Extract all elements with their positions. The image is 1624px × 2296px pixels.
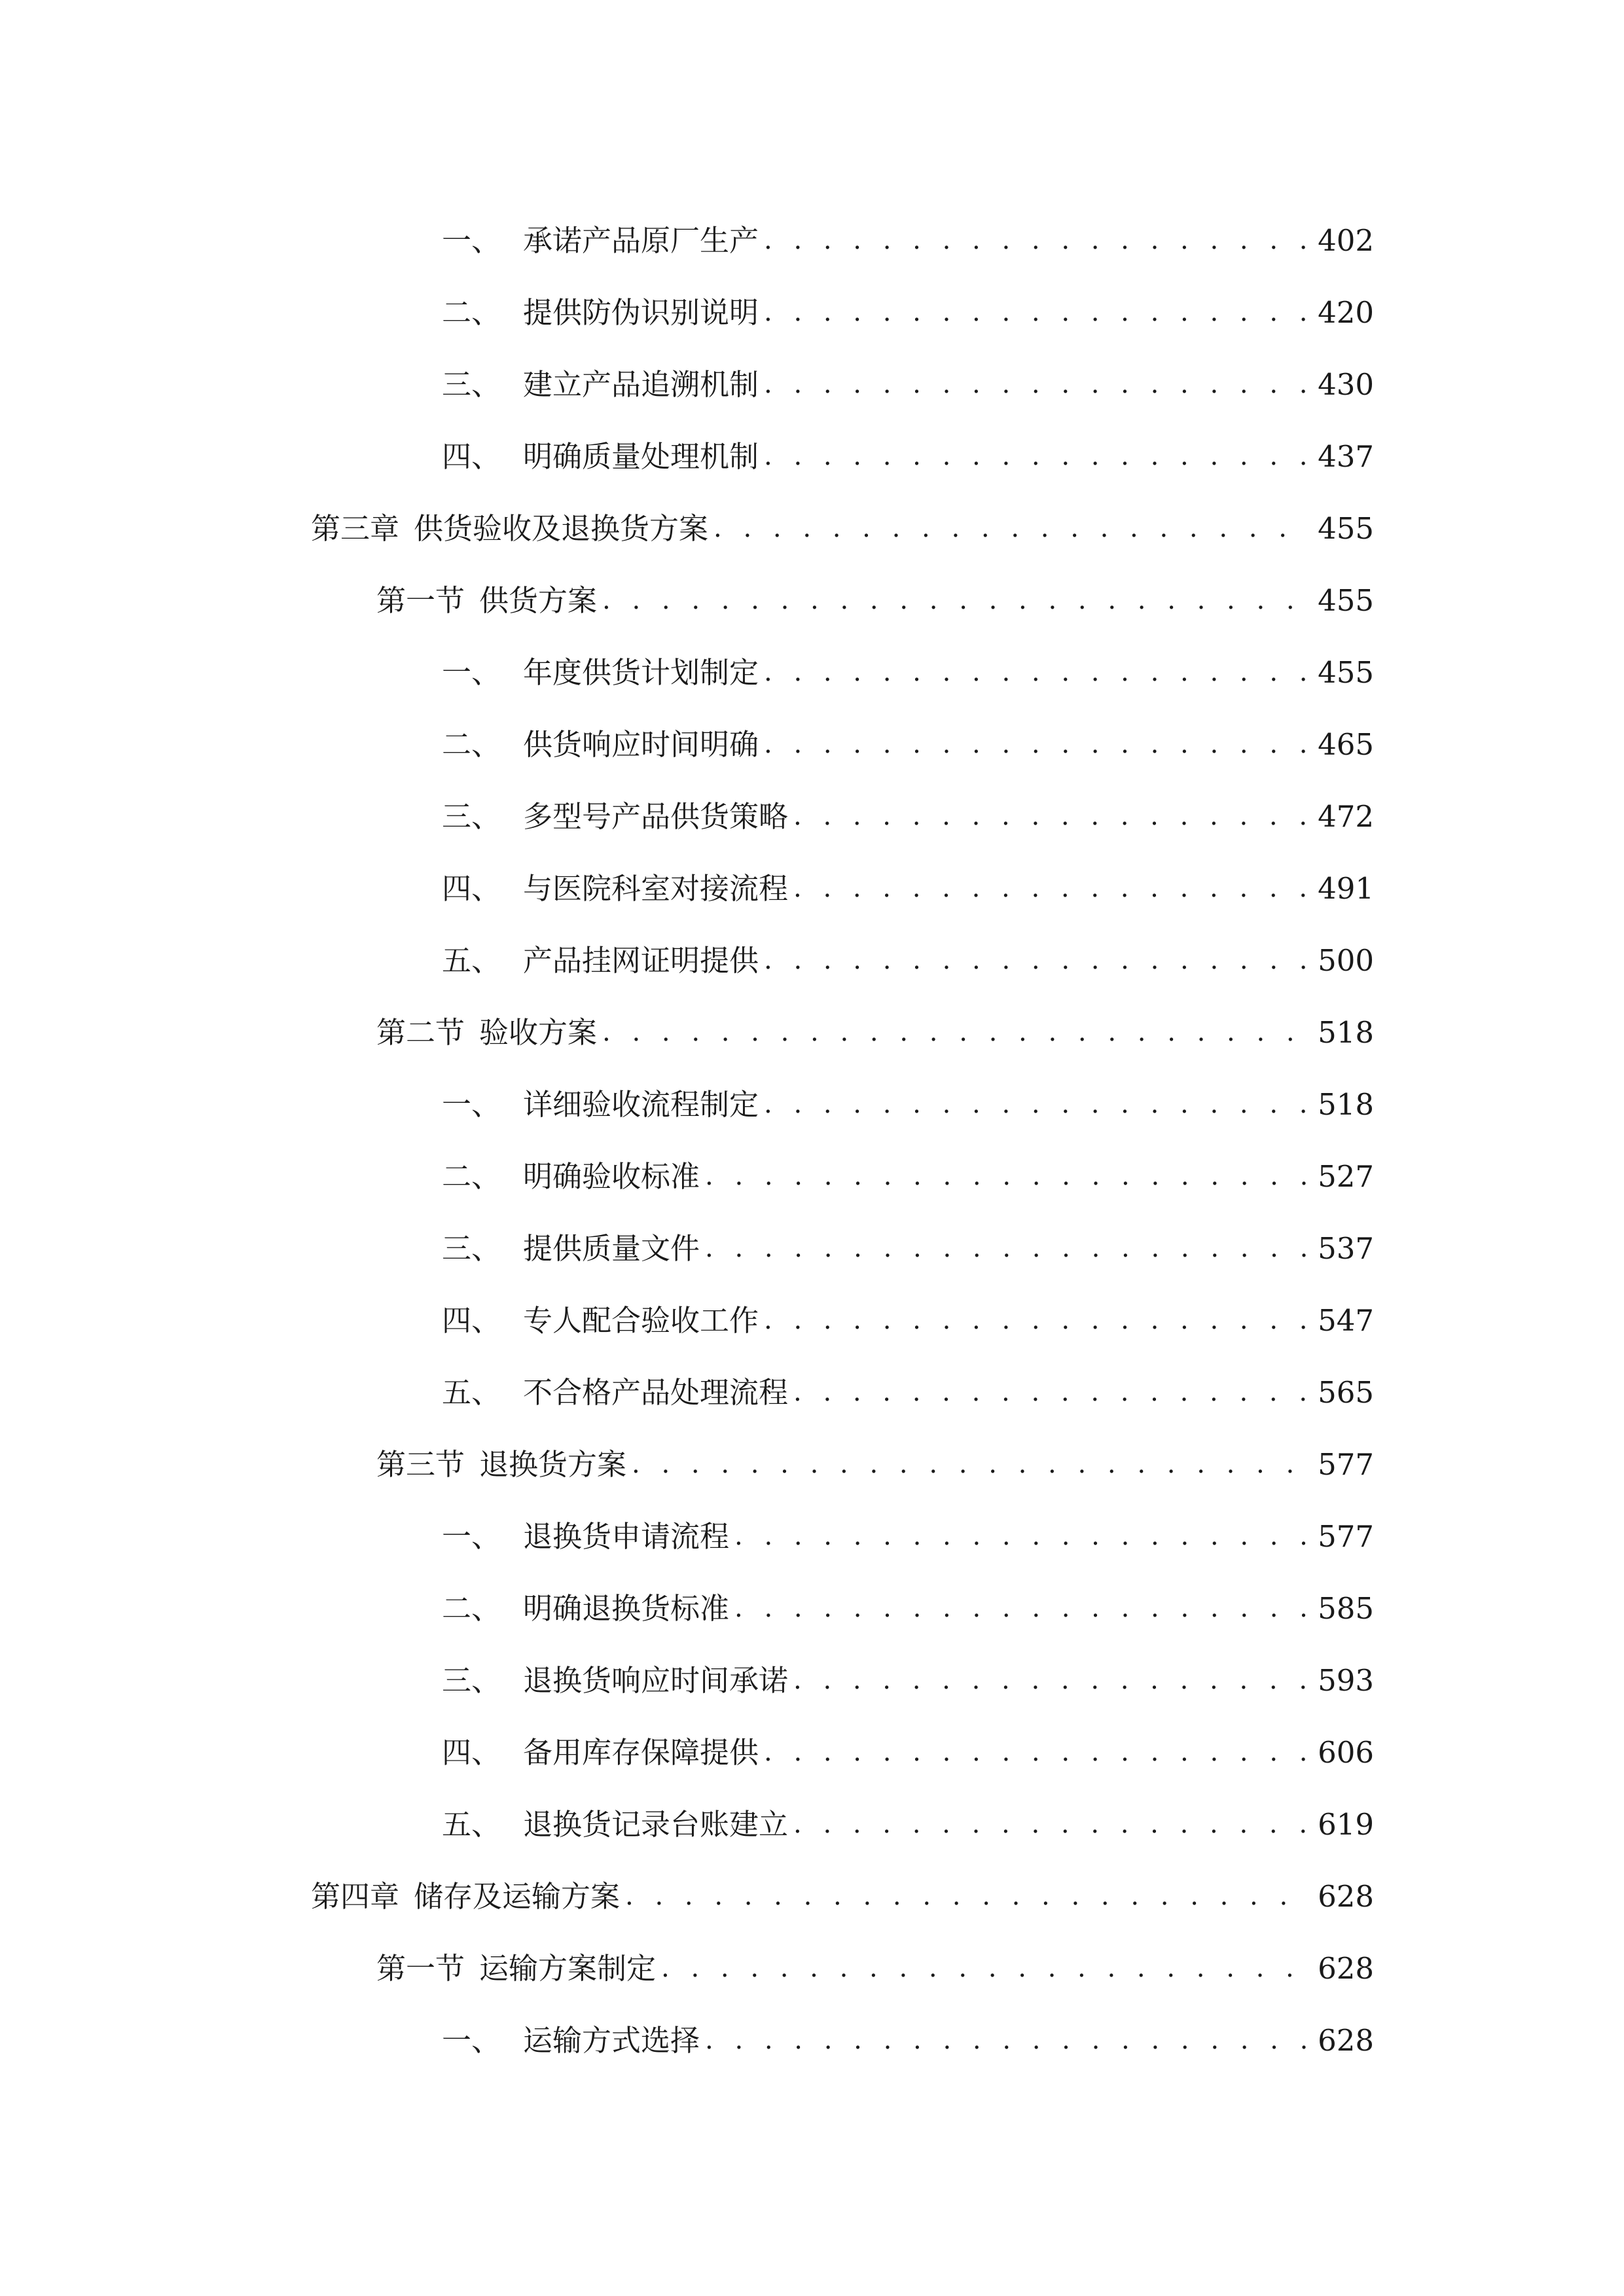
toc-entry-title: 退换货记录台账建立 xyxy=(523,1806,789,1842)
toc-entry-title: 承诺产品原厂生产 xyxy=(523,223,759,258)
toc-entry[interactable] xyxy=(0,1716,1624,1788)
toc-entry-title: 产品挂网证明提供 xyxy=(523,942,759,978)
toc-entry-number: 四、 xyxy=(442,1734,501,1770)
toc-entry-title: 建立产品追溯机制 xyxy=(523,367,759,402)
toc-entry-page-number: 577 xyxy=(1318,1518,1374,1554)
toc-entry[interactable] xyxy=(0,1212,1624,1284)
toc-entry-title: 详细验收流程制定 xyxy=(523,1086,759,1122)
dot-leader xyxy=(764,659,1310,685)
dot-leader xyxy=(625,1883,1310,1909)
toc-entry[interactable] xyxy=(0,852,1624,924)
toc-entry-number: 第三章 xyxy=(311,511,400,546)
toc-entry-number: 一、 xyxy=(442,655,501,690)
toc-entry[interactable] xyxy=(0,1356,1624,1428)
toc-entry[interactable] xyxy=(0,1284,1624,1356)
toc-entry[interactable] xyxy=(0,1932,1624,2004)
dot-leader xyxy=(734,1523,1310,1549)
dot-leader xyxy=(793,1811,1310,1837)
dot-leader xyxy=(713,515,1310,541)
dot-leader xyxy=(793,875,1310,901)
toc-entry-page-number: 527 xyxy=(1318,1158,1374,1194)
toc-entry-title: 明确验收标准 xyxy=(523,1158,700,1194)
toc-entry[interactable] xyxy=(0,2004,1624,2076)
toc-entry-page-number: 593 xyxy=(1318,1662,1374,1698)
toc-entry-page-number: 518 xyxy=(1318,1014,1374,1050)
toc-entry[interactable] xyxy=(0,780,1624,852)
toc-entry-title: 不合格产品处理流程 xyxy=(523,1374,789,1410)
toc-entry-page-number: 518 xyxy=(1318,1086,1374,1122)
toc-entry[interactable] xyxy=(0,1788,1624,1860)
dot-leader xyxy=(764,227,1310,253)
dot-leader xyxy=(764,947,1310,973)
toc-entry-number: 四、 xyxy=(442,1302,501,1338)
dot-leader xyxy=(705,1235,1310,1261)
toc-entry-title: 提供质量文件 xyxy=(523,1230,700,1266)
toc-entry[interactable] xyxy=(0,1428,1624,1500)
toc-entry-page-number: 437 xyxy=(1318,439,1374,474)
toc-entry-number: 五、 xyxy=(442,942,501,978)
dot-leader xyxy=(764,299,1310,325)
toc-entry-page-number: 420 xyxy=(1318,295,1374,330)
toc-entry-number: 一、 xyxy=(442,223,501,258)
toc-entry-title: 退换货方案 xyxy=(479,1446,627,1482)
toc-entry-title: 供货响应时间明确 xyxy=(523,726,759,762)
toc-entry-page-number: 472 xyxy=(1318,798,1374,834)
toc-entry[interactable] xyxy=(0,1068,1624,1140)
toc-entry-number: 一、 xyxy=(442,2022,501,2058)
toc-entry-title: 验收方案 xyxy=(479,1014,598,1050)
toc-entry[interactable] xyxy=(0,204,1624,276)
toc-entry-page-number: 537 xyxy=(1318,1230,1374,1266)
toc-entry-number: 四、 xyxy=(442,439,501,474)
toc-entry-number: 第二节 xyxy=(376,1014,465,1050)
dot-leader xyxy=(764,371,1310,397)
toc-entry[interactable] xyxy=(0,1140,1624,1212)
toc-entry-page-number: 455 xyxy=(1318,511,1374,546)
toc-entry-title: 退换货申请流程 xyxy=(523,1518,730,1554)
toc-entry[interactable] xyxy=(0,1860,1624,1932)
toc-entry-page-number: 455 xyxy=(1318,583,1374,618)
toc-entry-number: 第一节 xyxy=(376,1950,465,1986)
toc-entry-title: 年度供货计划制定 xyxy=(523,655,759,690)
toc-entry-number: 一、 xyxy=(442,1086,501,1122)
toc-entry-number: 三、 xyxy=(442,367,501,402)
toc-entry[interactable] xyxy=(0,492,1624,564)
toc-entry-page-number: 565 xyxy=(1318,1374,1374,1410)
toc-entry[interactable] xyxy=(0,564,1624,636)
toc-entry-title: 运输方式选择 xyxy=(523,2022,700,2058)
toc-entry-title: 储存及运输方案 xyxy=(414,1878,621,1914)
dot-leader xyxy=(764,1307,1310,1333)
toc-entry-page-number: 402 xyxy=(1318,223,1374,258)
toc-entry-number: 第四章 xyxy=(311,1878,400,1914)
toc-entry-page-number: 547 xyxy=(1318,1302,1374,1338)
toc-entry-title: 明确退换货标准 xyxy=(523,1590,730,1626)
toc-entry-page-number: 585 xyxy=(1318,1590,1374,1626)
toc-entry[interactable] xyxy=(0,1644,1624,1716)
dot-leader xyxy=(793,803,1310,829)
toc-entry-page-number: 619 xyxy=(1318,1806,1374,1842)
table-of-contents xyxy=(0,204,1624,2076)
dot-leader xyxy=(764,1739,1310,1765)
toc-entry-page-number: 628 xyxy=(1318,2022,1374,2058)
toc-entry-number: 第一节 xyxy=(376,583,465,618)
dot-leader xyxy=(602,1019,1310,1045)
dot-leader xyxy=(734,1595,1310,1621)
toc-entry-page-number: 491 xyxy=(1318,870,1374,906)
dot-leader xyxy=(764,1091,1310,1117)
toc-entry-title: 供货方案 xyxy=(479,583,598,618)
toc-entry[interactable] xyxy=(0,996,1624,1068)
toc-entry-title: 与医院科室对接流程 xyxy=(523,870,789,906)
toc-entry-number: 五、 xyxy=(442,1374,501,1410)
toc-entry-title: 备用库存保障提供 xyxy=(523,1734,759,1770)
toc-entry-number: 二、 xyxy=(442,1590,501,1626)
toc-entry[interactable] xyxy=(0,1500,1624,1572)
toc-entry-title: 多型号产品供货策略 xyxy=(523,798,789,834)
toc-entry-number: 一、 xyxy=(442,1518,501,1554)
dot-leader xyxy=(793,1379,1310,1405)
toc-entry-page-number: 628 xyxy=(1318,1878,1374,1914)
toc-entry[interactable] xyxy=(0,636,1624,708)
dot-leader xyxy=(764,731,1310,757)
toc-entry-title: 专人配合验收工作 xyxy=(523,1302,759,1338)
dot-leader xyxy=(705,2027,1310,2053)
toc-entry-page-number: 465 xyxy=(1318,726,1374,762)
toc-entry-number: 四、 xyxy=(442,870,501,906)
toc-entry[interactable] xyxy=(0,1572,1624,1644)
toc-entry-page-number: 577 xyxy=(1318,1446,1374,1482)
toc-entry-number: 三、 xyxy=(442,1230,501,1266)
dot-leader xyxy=(793,1667,1310,1693)
toc-entry-number: 二、 xyxy=(442,726,501,762)
toc-entry-title: 退换货响应时间承诺 xyxy=(523,1662,789,1698)
toc-entry-page-number: 606 xyxy=(1318,1734,1374,1770)
toc-entry-number: 三、 xyxy=(442,798,501,834)
toc-entry[interactable] xyxy=(0,924,1624,996)
toc-entry-number: 二、 xyxy=(442,295,501,330)
dot-leader xyxy=(705,1163,1310,1189)
toc-entry-page-number: 455 xyxy=(1318,655,1374,690)
toc-entry-title: 供货验收及退换货方案 xyxy=(414,511,709,546)
toc-entry-number: 二、 xyxy=(442,1158,501,1194)
toc-entry-number: 第三节 xyxy=(376,1446,465,1482)
dot-leader xyxy=(602,587,1310,613)
toc-entry-page-number: 500 xyxy=(1318,942,1374,978)
toc-entry[interactable] xyxy=(0,420,1624,492)
toc-entry-number: 三、 xyxy=(442,1662,501,1698)
toc-entry[interactable] xyxy=(0,276,1624,348)
toc-entry-title: 明确质量处理机制 xyxy=(523,439,759,474)
toc-entry-title: 运输方案制定 xyxy=(479,1950,657,1986)
dot-leader xyxy=(661,1955,1310,1981)
toc-entry-page-number: 430 xyxy=(1318,367,1374,402)
dot-leader xyxy=(632,1451,1310,1477)
toc-entry-page-number: 628 xyxy=(1318,1950,1374,1986)
toc-entry-number: 五、 xyxy=(442,1806,501,1842)
dot-leader xyxy=(764,443,1310,469)
toc-entry-title: 提供防伪识别说明 xyxy=(523,295,759,330)
toc-entry[interactable] xyxy=(0,348,1624,420)
toc-entry[interactable] xyxy=(0,708,1624,780)
